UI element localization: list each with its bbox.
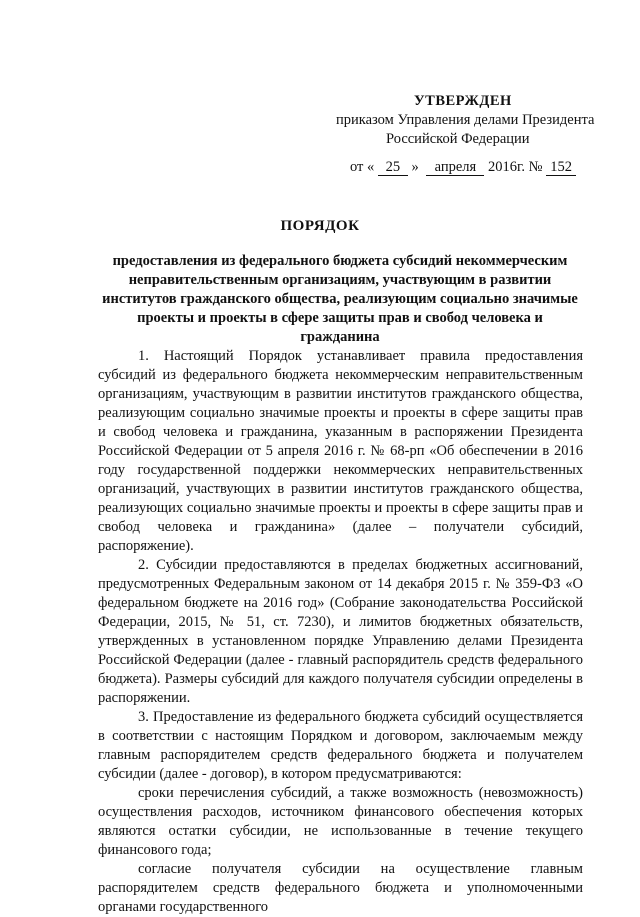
date-prefix: от « [350,159,375,175]
date-year: 2016г. № [488,159,543,175]
paragraph-2: 2. Субсидии предоставляются в пределах бюджетных ассигнований, предусмотренных Федеральным законом от 14 декабря 2015 г. № 359-ФЗ «О федеральном бюджете на 2016 год» (Собрание законодательства Российской Федерации, 2015, № 51, ст. 7230), и лимитов бюджетных обязательств, утвержденных в установленном порядке Управлению делами Президента Российской Федерации (далее - главный распорядитель средств федерального бюджета). Размеры субсидий для каждого получателя субсидии определены в распоряжении. [98,557,583,706]
date-mid: » [411,159,419,175]
order-number: 152 [546,159,576,176]
date-day: 25 [378,159,408,176]
approval-order-line: приказом Управления делами Президента [336,112,595,128]
approval-title: УТВЕРЖДЕН [414,93,512,109]
doc-subtitle: предоставления из федерального бюджета субсидий некоммерческим неправительственным организациям, участвующим в развитии институтов гражданского общества, реализующим социально значимые проекты и проекты в сфере защиты прав и свобод человека и гражданина [102,253,578,345]
doc-body [98,347,583,917]
paragraph-3-item-1: сроки перечисления субсидий, а также возможность (невозможность) осуществления расходов, источником финансового обеспечения которых являются остатки субсидии, не использованные в течение текущего финансового года; [98,785,583,858]
approval-date-line [350,158,576,177]
date-month: апреля [426,159,484,176]
paragraph-1: 1. Настоящий Порядок устанавливает правила предоставления субсидий из федерального бюджета некоммерческим неправительственным организациям, участвующим в развитии институтов гражданского общества, реализующим социально значимые проекты и проекты в сфере защиты прав и свобод человека и гражданина, указанным в распоряжении Президента Российской Федерации от 5 апреля 2016 г. № 68-рп «Об обеспечении в 2016 году государственной поддержки некоммерческих неправительственных организаций, участвующих в развитии институтов гражданского общества, реализующих социально значимые проекты и проекты в сфере защиты прав и свобод человека и гражданина» (далее – получатели субсидий, распоряжение). [98,348,583,554]
approval-country-line: Российской Федерации [386,131,530,147]
doc-title: ПОРЯДОК [280,218,360,234]
paragraph-3: 3. Предоставление из федерального бюджета субсидий осуществляется в соответствии с настоящим Порядком и договором, заключаемым между главным распорядителем средств федерального бюджета и получателем субсидии (далее - договор), в котором предусматриваются: [98,709,583,782]
paragraph-3-item-2: согласие получателя субсидии на осуществление главным распорядителем средств федерального бюджета и уполномоченными органами государственного [98,861,583,915]
